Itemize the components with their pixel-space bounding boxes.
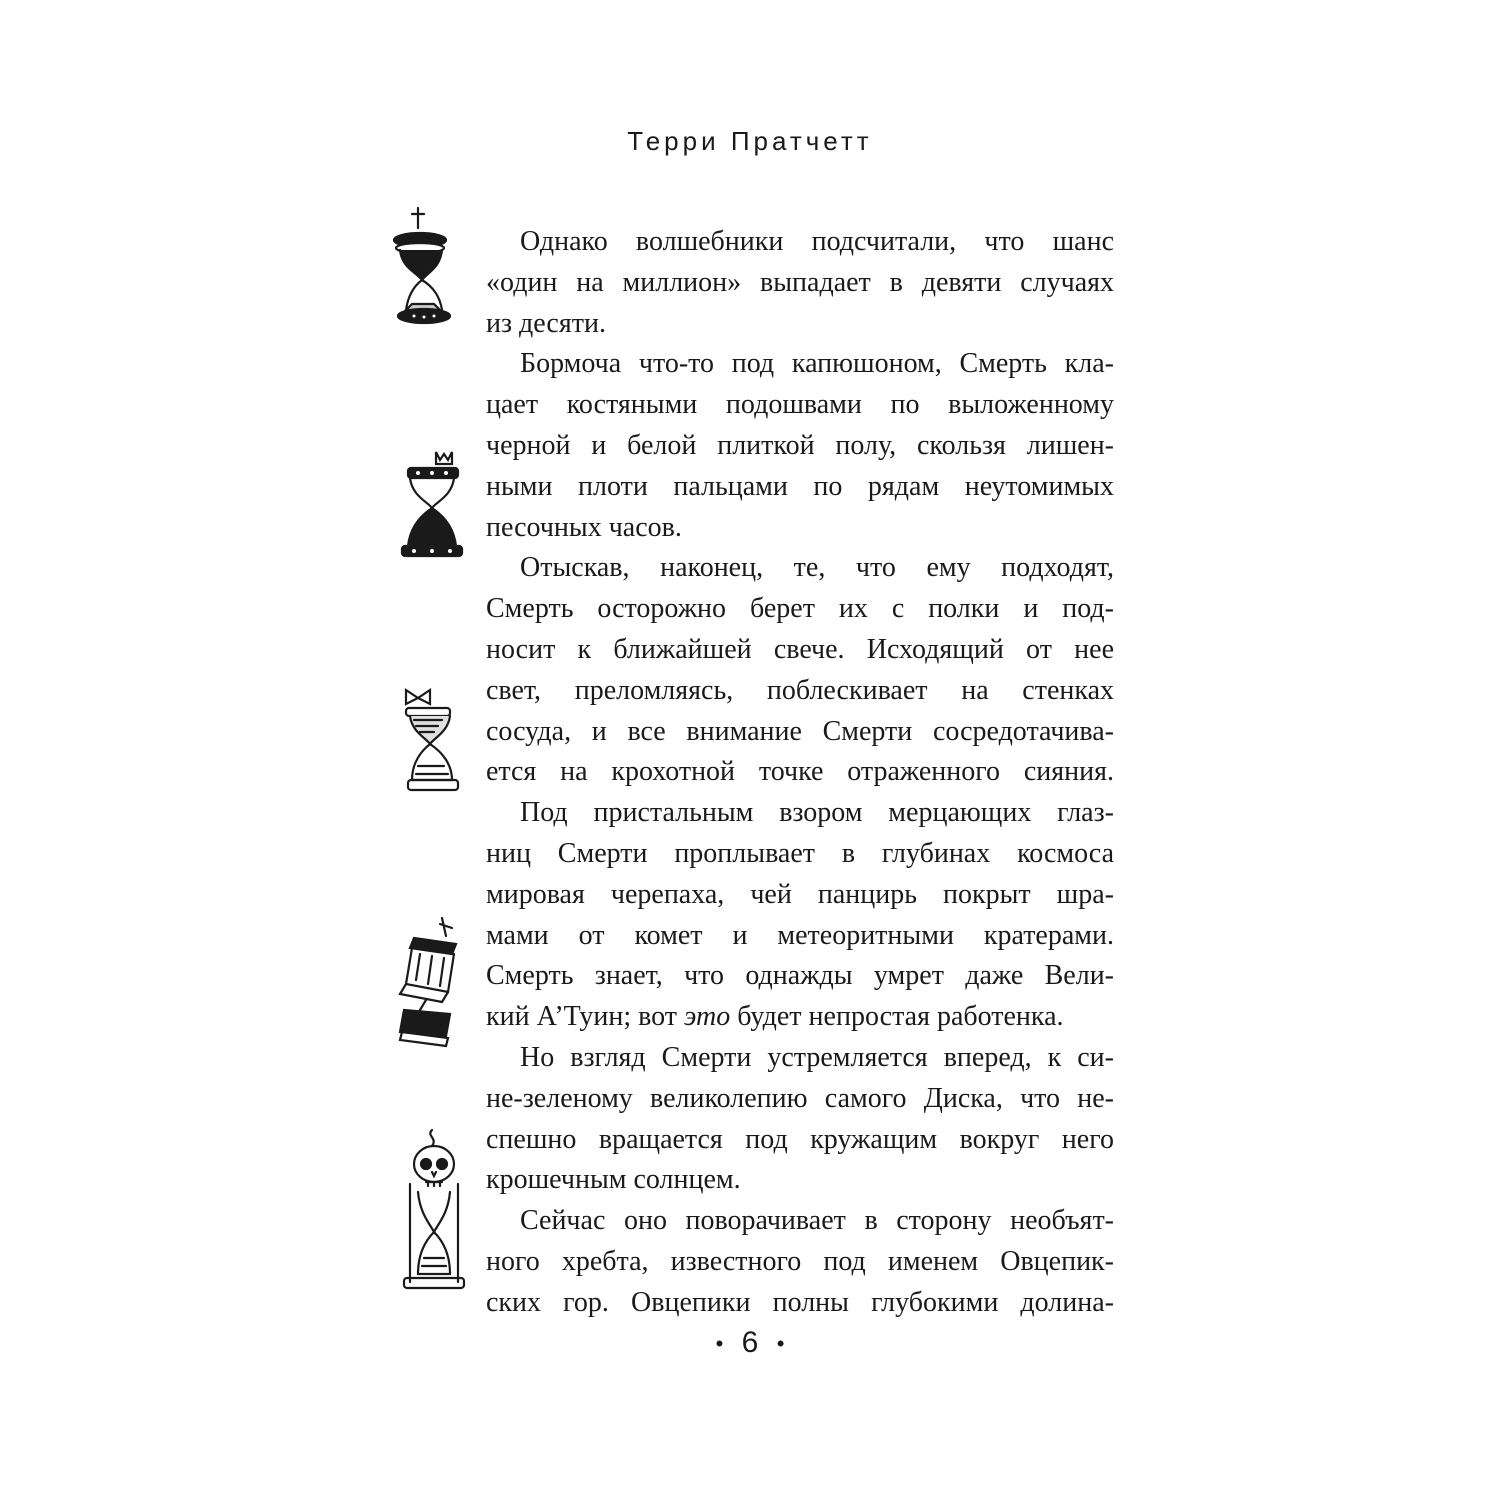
text-line: ными плоти пальцами по рядам неутомимых xyxy=(486,470,1114,502)
text-line: Смерть осторожно берет их с полки и под- xyxy=(486,593,1114,625)
text-segment: будет непростая работенка. xyxy=(730,1001,1064,1033)
text-line: Под пристальным взором мерцающих глаз- xyxy=(520,797,1114,829)
body-text xyxy=(486,222,1114,1324)
hourglass-bow-icon xyxy=(392,686,472,804)
hourglass-tilted-icon xyxy=(386,914,470,1050)
text-line: мировая черепаха, чей панцирь покрыт шра- xyxy=(486,878,1114,910)
running-head: Терри Пратчетт xyxy=(627,126,873,156)
text-line: свет, преломляясь, поблескивает на стенках xyxy=(486,674,1114,706)
text-line: Сейчас оно поворачивает в сторону необъят- xyxy=(520,1205,1114,1237)
text-line: черной и белой плиткой полу, скользя лишен- xyxy=(486,429,1114,461)
text-line: песочных часов. xyxy=(486,511,682,543)
text-line: носит к ближайшей свече. Исходящий от нее xyxy=(486,633,1114,665)
text-line: цает костяными подошвами по выложенному xyxy=(486,389,1114,421)
text-line: Отыскав, наконец, те, что ему подходят, xyxy=(520,552,1114,584)
text-line: не-зеленому великолепию самого Диска, что не- xyxy=(486,1082,1114,1114)
text-line: крошечным солнцем. xyxy=(486,1164,741,1196)
italic-word: это xyxy=(684,1001,731,1033)
text-line: ских гор. Овцепики полны глубокими долина- xyxy=(486,1286,1114,1318)
text-line: Бормоча что-то под капюшоном, Смерть кла- xyxy=(520,348,1114,380)
text-line: «один на миллион» выпадает в девяти случаях xyxy=(486,266,1114,298)
text-line: Однако волшебники подсчитали, что шанс xyxy=(520,226,1114,257)
text-line: сосуда, и все внимание Смерти сосредотачива- xyxy=(486,715,1114,747)
text-line xyxy=(486,997,1114,1038)
text-line: ется на крохотной точке отраженного сияния. xyxy=(486,756,1114,788)
text-line: Но взгляд Смерти устремляется вперед, к си- xyxy=(520,1041,1114,1073)
text-line: ного хребта, известного под именем Овцепик- xyxy=(486,1245,1114,1277)
hourglass-crown-icon xyxy=(392,448,472,564)
folio-dot-left: • xyxy=(715,1331,724,1357)
page-number-value: 6 xyxy=(741,1326,759,1359)
hourglass-dagger-icon xyxy=(384,206,468,330)
text-line: из десяти. xyxy=(486,307,606,339)
page-number xyxy=(0,1326,1500,1360)
text-line: мами от комет и метеоритными кратерами. xyxy=(486,919,1114,951)
text-line: Смерть знает, что однажды умрет даже Вели- xyxy=(486,960,1114,992)
hourglass-skull-icon xyxy=(396,1128,472,1298)
text-line: спешно вращается под кружащим вокруг него xyxy=(486,1123,1114,1155)
text-segment: кий А’Туин; вот xyxy=(486,1001,685,1033)
folio-dot-right: • xyxy=(776,1331,785,1357)
text-line: ниц Смерти проплывает в глубинах космоса xyxy=(486,837,1114,869)
